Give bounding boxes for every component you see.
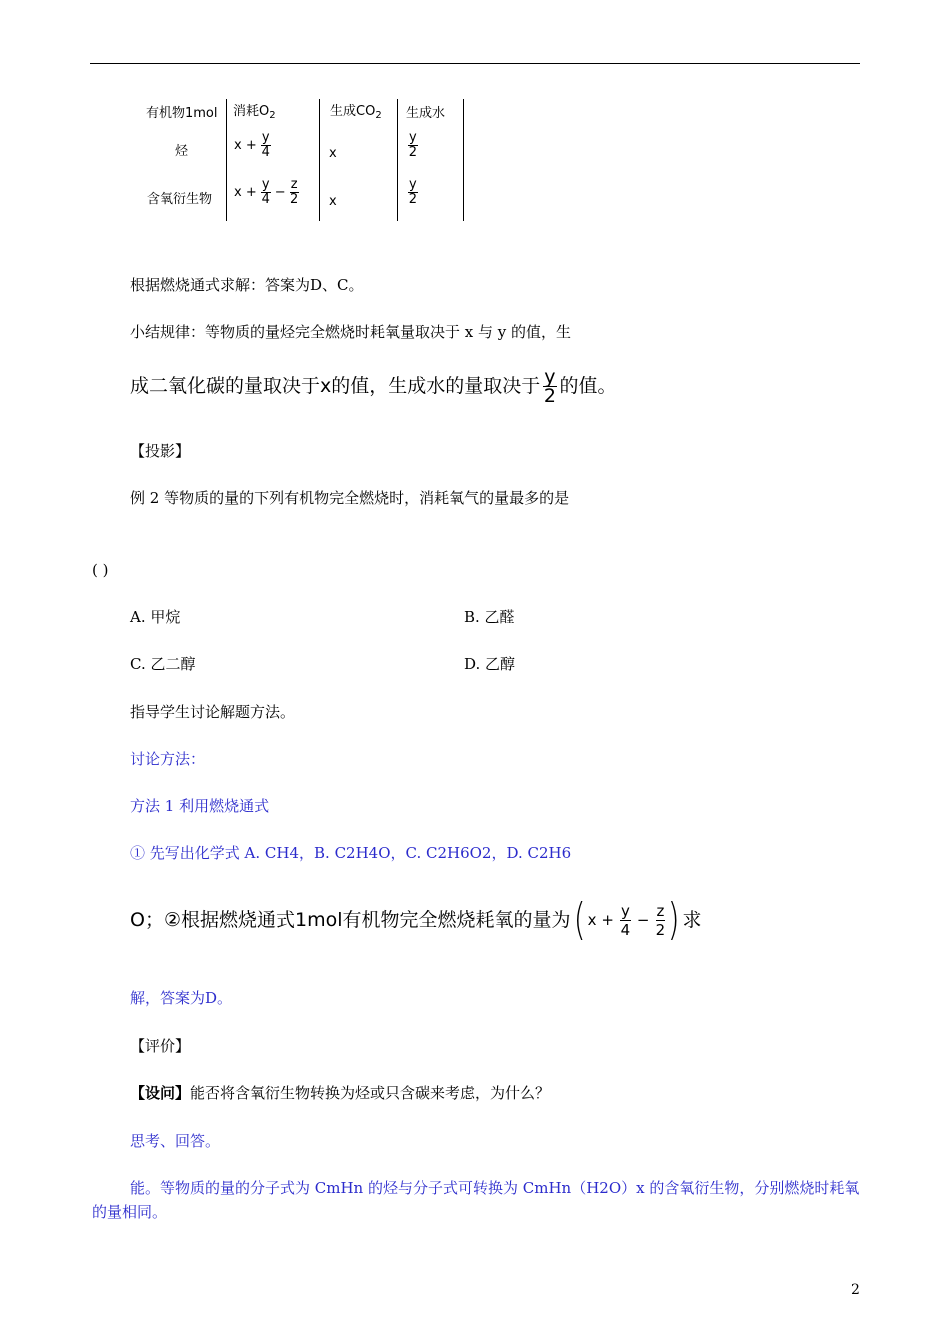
method-step-formula: O；②根据燃烧通式1mol有机物完全燃烧耗氧的量为( x + $\frac{y}{4}$ − $\frac{z}{2}$ ) 求 — [130, 894, 702, 945]
method-step: ① 先写出化学式 A. CH4，B. C2H4O，C. C2H6O2，D. C2H6 — [130, 844, 572, 862]
col-header-organic: 有机物1mol — [146, 106, 218, 121]
paragraph: 思考、回答。 — [130, 1132, 221, 1150]
answer-blank: ( ) — [92, 561, 109, 579]
o2-formula-hydrocarbon: x + $\frac{y}{4}$ — [234, 130, 270, 160]
option-b: B. 乙醛 — [464, 608, 515, 626]
water-value-derivative: $\frac{y}{2}$ — [408, 177, 417, 207]
col-header-water: 生成水 — [406, 106, 446, 121]
o2-formula-derivative: x + $\frac{y}{4}$ − $\frac{z}{2}$ — [234, 177, 299, 207]
co2-value-derivative: x — [329, 194, 337, 209]
paragraph-with-fraction: 成二氧化碳的量取决于x的值，生成水的量取决于 $\frac{y}{2}$ 的值。 — [130, 366, 617, 407]
section-heading: 【评价】 — [130, 1037, 191, 1055]
water-value-hydrocarbon: $\frac{y}{2}$ — [408, 130, 417, 160]
answer-line: 的量相同。 — [92, 1203, 168, 1221]
table-divider — [463, 99, 464, 221]
header-rule — [90, 63, 860, 64]
method-step: 解，答案为D。 — [130, 989, 233, 1007]
question-label: 【设问】 — [130, 1084, 191, 1102]
col-header-o2: 消耗$O_2$ — [233, 104, 276, 121]
question-paragraph: 【设问】能否将含氧衍生物转换为烃或只含碳来考虑，为什么？ — [130, 1084, 551, 1102]
section-heading: 【投影】 — [130, 442, 191, 460]
table-divider — [397, 99, 398, 221]
col-header-co2: 生成$CO_2$ — [330, 104, 382, 121]
row-label-hydrocarbon: 烃 — [175, 144, 189, 159]
paragraph: 根据燃烧通式求解：答案为D、C。 — [130, 276, 364, 294]
answer-line: 能。等物质的量的分子式为 CmHn 的烃与分子式可转换为 CmHn（H2O）x 的含氧衍生物，分别燃烧时耗氧 — [130, 1179, 860, 1197]
table-divider — [226, 99, 227, 221]
option-c: C. 乙二醇 — [130, 655, 196, 673]
co2-value-hydrocarbon: x — [329, 146, 337, 161]
example-question: 例 2 等物质的量的下列有机物完全燃烧时，消耗氧气的量最多的是 — [130, 489, 570, 507]
option-d: D. 乙醇 — [464, 655, 516, 673]
paragraph: 指导学生讨论解题方法。 — [130, 703, 296, 721]
discussion-heading: 讨论方法： — [130, 750, 206, 768]
method-heading: 方法 1 利用燃烧通式 — [130, 797, 270, 815]
page-number: 2 — [851, 1282, 860, 1298]
paragraph: 小结规律：等物质的量烃完全燃烧时耗氧量取决于 x 与 y 的值，生 — [130, 323, 572, 341]
table-divider — [319, 99, 320, 221]
row-label-oxygen-derivative: 含氧衍生物 — [147, 192, 213, 207]
option-a: A. 甲烷 — [130, 608, 181, 626]
